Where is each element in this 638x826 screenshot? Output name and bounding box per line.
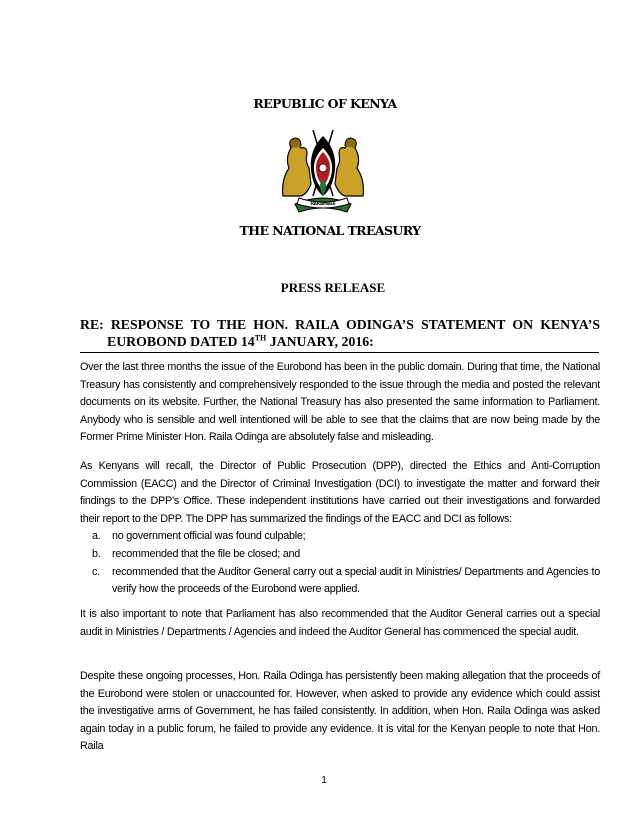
kenya-coat-of-arms-icon (277, 122, 369, 218)
coat-of-arms (277, 122, 369, 218)
paragraph-3: It is also important to note that Parliament has also recommended that the Auditor General carries out a special audit in Ministries / Departments / Agencies and indeed the Auditor General has commenced the special audit. (80, 608, 600, 638)
date-superscript: TH (254, 333, 267, 343)
paragraph-2 (80, 458, 600, 599)
motto-text: HARAMBEE (310, 201, 336, 206)
list-item (80, 528, 600, 546)
list-item (80, 546, 600, 564)
paragraph-4: Despite these ongoing processes, Hon. Raila Odinga has persistently been making allegation that the proceeds of the Eurobond were stolen or unaccounted for. However, when asked to provide any evidence which could assist the investigative arms of Government, he has failed consistently. In addition, when Hon. Raila Odinga was asked again today in a public forum, he failed to provide any evidence. It is vital for the Kenyan people to note that Hon. Raila (80, 670, 600, 753)
paragraph-1: Over the last three months the issue of the Eurobond has been in the public domain. During that time, the National Treasury has consistently and comprehensively responded to the issue through the media and posted the relevant documents on its website. Further, the National Treasury has also presented the same information to Parliament. Anybody who is sensible and well intentioned will be able to see that the claims that are now being made by the Former Prime Minister Hon. Raila Odinga are absolutely false and misleading. (80, 361, 600, 444)
subject-heading (80, 316, 600, 350)
heading-underline (80, 352, 599, 353)
treasury-title: THE NATIONAL TREASURY (239, 223, 421, 238)
list-item (80, 564, 600, 599)
press-release-heading: PRESS RELEASE (280, 280, 386, 295)
subject-line-1: RE: RESPONSE TO THE HON. RAILA ODINGA’S STATEMENT ON KENYA’S (80, 317, 600, 332)
list-item-text: recommended that the file be closed; and (112, 547, 301, 560)
list-marker: a. (92, 530, 101, 543)
page-number: 1 (321, 775, 327, 786)
list-item-text: recommended that the Auditor General carry out a special audit in Ministries/ Departments and Agencies to verify how the proceeds of the Eurobond were applied. (112, 565, 600, 596)
republic-title: REPUBLIC OF KENYA (253, 96, 397, 111)
subject-line-2 (80, 333, 600, 350)
findings-list (80, 528, 600, 598)
subject-date-text: EUROBOND DATED 14 (107, 334, 255, 349)
subject-date-tail: JANUARY, 2016: (266, 334, 374, 349)
list-marker: b. (92, 547, 101, 560)
list-item-text: no government official was found culpable; (112, 530, 306, 543)
list-marker: c. (92, 565, 100, 578)
paragraph-2-text: As Kenyans will recall, the Director of Public Prosecution (DPP), directed the Ethics and Anti-Corruption Commission (EACC) and the Director of Criminal Investigation (DCI) to investigate the matter and forward their findings to the DPP’s Office. These independent institutions have carried out their investigations and forwarded their report to the DPP. The DPP has summarized the findings of the EACC and DCI as follows: (80, 460, 600, 525)
